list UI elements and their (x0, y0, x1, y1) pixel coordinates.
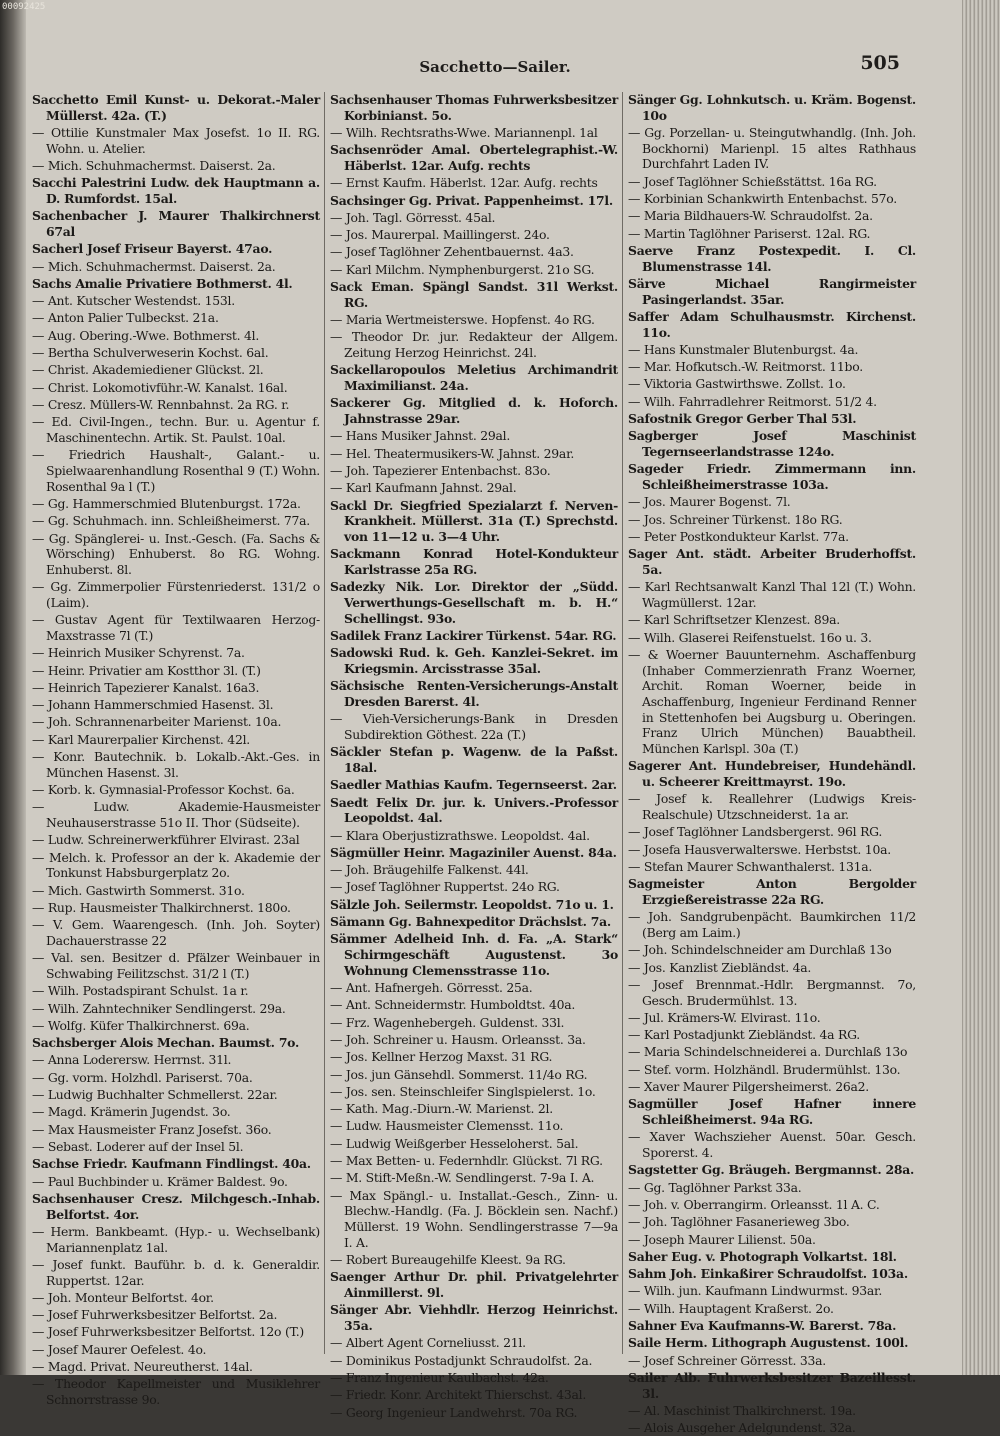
directory-entry: — Karl Rechtsanwalt Kanzl Thal 12l (T.) Wohn. Wagmüllerst. 12ar. (628, 579, 916, 610)
directory-entry: Sachsenhauser Cresz. Milchgesch.-Inhab. Belfortst. 4or. (32, 1190, 320, 1222)
page-edges (962, 0, 1000, 1375)
directory-entry: — Gg. Spänglerei- u. Inst.-Gesch. (Fa. Sachs & Wörsching) Enhuberst. 8o RG. Wohng. Enhuberst. 8l. (32, 530, 320, 577)
directory-entry: — Joseph Maurer Lilienst. 50a. (628, 1231, 816, 1247)
directory-entry: — Josef funkt. Bauführ. b. d. k. Generaldir. Ruppertst. 12ar. (32, 1256, 320, 1288)
directory-entry: Saher Eug. v. Photograph Volkartst. 18l. (628, 1248, 897, 1264)
scan-id-stamp: 00092425 (2, 2, 46, 12)
directory-entry: — Ludwig Buchhalter Schmellerst. 22ar. (32, 1087, 278, 1103)
directory-entry: — Bertha Schulverweserin Kochst. 6al. (32, 345, 269, 361)
directory-entry: — Joh. Monteur Belfortst. 4or. (32, 1289, 214, 1305)
directory-entry: — Ludw. Akademie-Hausmeister Neuhauserstrasse 51o II. Thor (Südseite). (32, 799, 320, 831)
directory-entry: — Josef Taglöhner Zehentbauernst. 4a3. (330, 244, 574, 260)
directory-entry: — Vieh-Versicherungs-Bank in Dresden Subdirektion Göthest. 22a (T.) (330, 711, 618, 742)
running-head: Sacchetto—Sailer. (419, 58, 571, 76)
directory-entry: — Karl Schriftsetzer Klenzest. 89a. (628, 612, 841, 628)
directory-entry: — Josef Fuhrwerksbesitzer Belfortst. 2a. (32, 1307, 278, 1323)
directory-entry: — Gg. vorm. Holzhdl. Pariserst. 70a. (32, 1069, 253, 1085)
directory-entry: Sagmüller Josef Hafner innere Schleißheimerst. 94a RG. (628, 1096, 916, 1128)
directory-entry: — Hel. Theatermusikers-W. Jahnst. 29ar. (330, 445, 575, 461)
directory-entry: — Friedr. Konr. Architekt Thierschst. 43al. (330, 1387, 587, 1403)
directory-entry: — Wilh. Zahntechniker Sendlingerst. 29a. (32, 1000, 286, 1016)
directory-entry: — Robert Bureaugehilfe Kleest. 9a RG. (330, 1252, 566, 1268)
directory-entry: — Sebast. Loderer auf der Insel 5l. (32, 1138, 244, 1154)
directory-entry: — Melch. k. Professor an der k. Akademie der Tonkunst Habsburgerplatz 2o. (32, 849, 320, 881)
directory-entry: — Mich. Gastwirth Sommerst. 31o. (32, 882, 245, 898)
directory-entry: — Gg. Schuhmach. inn. Schleißheimerst. 77a. (32, 513, 310, 529)
directory-entry: Sagberger Josef Maschinist Tegernseerlandstrasse 124o. (628, 428, 916, 460)
directory-entry: — Ludwig Weißgerber Hesseloherst. 5al. (330, 1135, 579, 1151)
directory-entry: Sänger Gg. Lohnkutsch. u. Kräm. Bogenst. 10o (628, 92, 916, 123)
directory-entry: — Anton Palier Tulbeckst. 21a. (32, 310, 219, 326)
directory-entry: — M. Stift-Meßn.-W. Sendlingerst. 7-9a I. A. (330, 1170, 595, 1186)
directory-entry: Sackl Dr. Siegfried Spezialarzt f. Nerven-Krankheit. Müllerst. 31a (T.) Sprechstd. von 11—12 u. 3—4 Uhr. (330, 497, 618, 544)
directory-entry: Sachenbacher J. Maurer Thalkirchnerst 67al (32, 208, 320, 239)
directory-entry: — Josefa Hausverwalterswe. Herbstst. 10a. (628, 841, 891, 857)
book-gutter-shadow (0, 0, 26, 1375)
directory-entry: — Wilh. Fahrradlehrer Reitmorst. 51/2 4. (628, 393, 877, 409)
directory-entry: Sänger Abr. Viehhdlr. Herzog Heinrichst. 35a. (330, 1302, 618, 1334)
directory-entry: Sacherl Josef Friseur Bayerst. 47ao. (32, 241, 273, 257)
directory-entry: — Josef k. Reallehrer (Ludwigs Kreis-Realschule) Utzschneiderst. 1a ar. (628, 791, 916, 823)
directory-entry: — Karl Maurerpalier Kirchenst. 42l. (32, 731, 250, 747)
column-2 (330, 92, 618, 1420)
directory-entry: — Karl Milchm. Nymphenburgerst. 21o SG. (330, 261, 595, 277)
directory-entry: Sacchetto Emil Kunst- u. Dekorat.-Maler Müllerst. 42a. (T.) (32, 92, 320, 123)
directory-entry: — Georg Ingenieur Landwehrst. 70a RG. (330, 1404, 578, 1420)
directory-entry: Sachsinger Gg. Privat. Pappenheimst. 17l. (330, 192, 613, 208)
directory-entry: — Joh. Schreiner u. Hausm. Orleansst. 3a. (330, 1031, 586, 1047)
directory-entry: — Wilh. Hauptagent Kraßerst. 2o. (628, 1300, 834, 1316)
directory-entry: — Gg. Taglöhner Parkst 33a. (628, 1179, 802, 1195)
directory-entry: — Paul Buchbinder u. Krämer Baldest. 9o. (32, 1173, 288, 1189)
directory-entry: Sahm Joh. Einkaßirer Schraudolfst. 103a. (628, 1266, 908, 1282)
directory-entry: Sahner Eva Kaufmanns-W. Barerst. 78a. (628, 1318, 897, 1334)
directory-entry: Sackmann Konrad Hotel-Kondukteur Karlstrasse 25a RG. (330, 546, 618, 577)
directory-entry: — Aug. Obering.-Wwe. Bothmerst. 4l. (32, 327, 260, 343)
directory-entry: — Joh. Bräugehilfe Falkenst. 44l. (330, 862, 529, 878)
directory-entry: — Kath. Mag.-Diurn.-W. Marienst. 2l. (330, 1101, 553, 1117)
directory-entry: — Jos. jun Gänsehdl. Sommerst. 11/4o RG. (330, 1066, 588, 1082)
directory-entry: Sachsenhauser Thomas Fuhrwerksbesitzer Korbinianst. 5o. (330, 92, 618, 123)
directory-entry: — Ed. Civil-Ingen., techn. Bur. u. Agentur f. Maschinentechn. Artik. St. Paulst. 10al. (32, 414, 320, 445)
directory-entry: — Josef Maurer Oefelest. 4o. (32, 1341, 207, 1357)
directory-entry: Sachsenröder Amal. Obertelegraphist.-W. Häberlst. 12ar. Aufg. rechts (330, 142, 618, 173)
directory-entry: — Gustav Agent für Textilwaaren Herzog-Maxstrasse 7l (T.) (32, 612, 320, 643)
directory-entry: — Ottilie Kunstmaler Max Josefst. 1o II. RG. Wohn. u. Atelier. (32, 125, 320, 156)
directory-entry: Sälzle Joh. Seilermstr. Leopoldst. 71o u. 1. (330, 896, 614, 912)
directory-entry: — Viktoria Gastwirthswe. Zollst. 1o. (628, 376, 846, 392)
directory-entry: — Heinrich Musiker Schyrenst. 7a. (32, 645, 245, 661)
directory-entry: — Klara Oberjustizrathswe. Leopoldst. 4al. (330, 827, 590, 843)
directory-entry: Saedler Mathias Kaufm. Tegernseerst. 2ar. (330, 777, 617, 793)
directory-entry: Särve Michael Rangirmeister Pasingerlandst. 35ar. (628, 275, 916, 307)
directory-entry: — Jos. Kanzlist Ziebländst. 4a. (628, 959, 812, 975)
directory-entry: — Dominikus Postadjunkt Schraudolfst. 2a. (330, 1352, 593, 1368)
directory-entry: — Franz Ingenieur Kaulbachst. 42a. (330, 1369, 549, 1385)
column-3 (628, 92, 916, 1436)
directory-entry: — Christ. Lokomotivführ.-W. Kanalst. 16al. (32, 379, 288, 395)
directory-entry: — Joh. Tapezierer Entenbachst. 83o. (330, 462, 551, 478)
directory-entry: Sämmer Adelheid Inh. d. Fa. „A. Stark“ Schirmgeschäft Augustenst. 3o Wohnung Clemensstrasse 11o. (330, 931, 618, 978)
directory-entry: — Karl Kaufmann Jahnst. 29al. (330, 480, 517, 496)
directory-entry: Sachs Amalie Privatiere Bothmerst. 4l. (32, 275, 293, 291)
directory-entry: — Josef Taglöhner Schießstättst. 16a RG. (628, 173, 877, 189)
directory-entry: — Stef. vorm. Holzhändl. Brudermühlst. 13o. (628, 1061, 901, 1077)
directory-entry: — Hans Kunstmaler Blutenburgst. 4a. (628, 341, 859, 357)
directory-entry: Sächsische Renten-Versicherungs-Anstalt Dresden Barerst. 4l. (330, 678, 618, 709)
directory-entry: — Jul. Krämers-W. Elvirast. 11o. (628, 1009, 821, 1025)
directory-entry: Sackerer Gg. Mitglied d. k. Hoforch. Jahnstrasse 29ar. (330, 395, 618, 427)
directory-entry: — Heinr. Privatier am Kostthor 3l. (T.) (32, 662, 261, 678)
directory-entry: — Theodor Dr. jur. Redakteur der Allgem. Zeitung Herzog Heinrichst. 24l. (330, 329, 618, 361)
directory-entry: — Ludw. Schreinerwerkführer Elvirast. 23al (32, 832, 300, 848)
directory-entry: — Jos. sen. Steinschleifer Singlspielerst. 1o. (330, 1083, 596, 1099)
directory-entry: — Wilh. Postadspirant Schulst. 1a r. (32, 983, 249, 999)
directory-entry: — Maria Schindelschneiderei a. Durchlaß 13o (628, 1044, 908, 1060)
directory-entry: — Gg. Hammerschmied Blutenburgst. 172a. (32, 495, 301, 511)
directory-entry: — Ant. Kutscher Westendst. 153l. (32, 293, 235, 309)
directory-entry: Sachsberger Alois Mechan. Baumst. 7o. (32, 1035, 300, 1051)
directory-entry: — Cresz. Müllers-W. Rennbahnst. 2a RG. r. (32, 396, 290, 412)
directory-entry: — Wilh. jun. Kaufmann Lindwurmst. 93ar. (628, 1283, 883, 1299)
directory-entry: — Maria Wertmeisterswe. Hopfenst. 4o RG. (330, 312, 595, 328)
directory-entry: Sagerer Ant. Hundebreiser, Hundehändl. u. Scheerer Kreittmayrst. 19o. (628, 758, 916, 790)
directory-entry: — Xaver Wachszieher Auenst. 50ar. Gesch. Sporerst. 4. (628, 1129, 916, 1161)
directory-entry: — Martin Taglöhner Pariserst. 12al. RG. (628, 225, 871, 241)
directory-entry: Sagstetter Gg. Bräugeh. Bergmannst. 28a. (628, 1162, 915, 1178)
directory-entry: Sack Eman. Spängl Sandst. 31l Werkst. RG. (330, 279, 618, 310)
directory-entry: — Mich. Schuhmachermst. Daiserst. 2a. (32, 258, 276, 274)
directory-entry: — Josef Taglöhner Landsbergerst. 96l RG. (628, 824, 883, 840)
directory-entry: — Ernst Kaufm. Häberlst. 12ar. Aufg. rechts (330, 175, 598, 191)
directory-entry: Saenger Arthur Dr. phil. Privatgelehrter Ainmillerst. 9l. (330, 1269, 618, 1301)
directory-entry: — Gg. Zimmerpolier Fürstenriederst. 131/2 o (Laim). (32, 579, 320, 610)
directory-entry: — Rup. Hausmeister Thalkirchnerst. 180o. (32, 899, 291, 915)
directory-entry: Saile Herm. Lithograph Augustenst. 100l. (628, 1335, 909, 1351)
directory-entry: — V. Gem. Waarengesch. (Inh. Joh. Soyter) Dachauerstrasse 22 (32, 917, 320, 948)
directory-entry: Sager Ant. städt. Arbeiter Bruderhoffst. 5a. (628, 546, 916, 577)
directory-entry: — Stefan Maurer Schwanthalerst. 131a. (628, 858, 873, 874)
directory-entry: — Korbinian Schankwirth Entenbachst. 57o. (628, 191, 897, 206)
directory-entry: — Joh. Schrannenarbeiter Marienst. 10a. (32, 714, 282, 730)
directory-entry: — Mar. Hofkutsch.-W. Reitmorst. 11bo. (628, 359, 863, 375)
directory-entry: — Jos. Maurerpal. Maillingerst. 24o. (330, 227, 550, 243)
directory-entry: — Johann Hammerschmied Hasenst. 3l. (32, 697, 274, 713)
directory-entry: — Joh. Schindelschneider am Durchlaß 13o (628, 942, 892, 958)
directory-entry: — Joh. Sandgrubenpächt. Baumkirchen 11/2 (Berg am Laim.) (628, 909, 916, 940)
directory-entry: — Konr. Bautechnik. b. Lokalb.-Akt.-Ges. in München Hasenst. 3l. (32, 749, 320, 780)
directory-entry: — Frz. Wagenhebergeh. Guldenst. 33l. (330, 1014, 565, 1030)
column-1 (32, 92, 320, 1407)
directory-entry: — Ludw. Hausmeister Clemensst. 11o. (330, 1118, 564, 1134)
directory-entry: — Korb. k. Gymnasial-Professor Kochst. 6a. (32, 782, 295, 798)
directory-entry: — Joh. v. Oberrangirm. Orleansst. 1l A. C. (628, 1196, 880, 1212)
directory-entry: — Peter Postkondukteur Karlst. 77a. (628, 528, 849, 544)
directory-entry: — Wolfg. Küfer Thalkirchnerst. 69a. (32, 1017, 250, 1033)
directory-entry: — Heinrich Tapezierer Kanalst. 16a3. (32, 679, 260, 695)
directory-entry: Sackellaropoulos Meletius Archimandrit Maximilianst. 24a. (330, 362, 618, 394)
directory-entry: Säckler Stefan p. Wagenw. de la Paßst. 18al. (330, 744, 618, 775)
directory-entry: — Joh. Tagl. Görresst. 45al. (330, 209, 496, 225)
directory-entry: — Mich. Schuhmachermst. Daiserst. 2a. (32, 158, 276, 173)
directory-entry: — Max Spängl.- u. Installat.-Gesch., Zinn- u. Blechw.-Handlg. (Fa. J. Böcklein sen. Nachf.) Müllerst. 19 Wohn. Sendlingerstrasse 7—9a I. A. (330, 1187, 618, 1250)
directory-entry: — Jos. Schreiner Türkenst. 18o RG. (628, 511, 843, 527)
directory-entry: — Al. Maschinist Thalkirchnerst. 19a. (628, 1402, 856, 1418)
directory-entry: Safostnik Gregor Gerber Thal 53l. (628, 411, 857, 427)
directory-entry: Sacchi Palestrini Ludw. dek Hauptmann a. D. Rumfordst. 15al. (32, 175, 320, 206)
directory-entry: — Maria Bildhauers-W. Schraudolfst. 2a. (628, 208, 873, 224)
directory-entry: — Xaver Maurer Pilgersheimerst. 26a2. (628, 1079, 869, 1095)
directory-entry: Sadilek Franz Lackirer Türkenst. 54ar. RG. (330, 627, 617, 643)
directory-entry: Sagmeister Anton Bergolder Erzgießereistrasse 22a RG. (628, 876, 916, 907)
directory-entry: — Magd. Privat. Neureutherst. 14al. (32, 1358, 253, 1374)
directory-entry: — Wilh. Rechtsraths-Wwe. Mariannenpl. 1al (330, 125, 598, 140)
directory-entry: — Christ. Akademiediener Glückst. 2l. (32, 362, 264, 378)
directory-entry: Sämann Gg. Bahnexpeditor Drächslst. 7a. (330, 914, 611, 930)
directory-entry: — Jos. Kellner Herzog Maxst. 31 RG. (330, 1049, 553, 1065)
directory-entry: — Wilh. Glaserei Reifenstuelst. 16o u. 3. (628, 629, 872, 645)
directory-entry: — Val. sen. Besitzer d. Pfälzer Weinbauer in Schwabing Feilitzschst. 31/2 l (T.) (32, 950, 320, 981)
directory-entry: Saffer Adam Schulhausmstr. Kirchenst. 11o. (628, 308, 916, 340)
directory-entry: — Josef Schreiner Görresst. 33a. (628, 1352, 826, 1368)
directory-entry: Saerve Franz Postexpedit. I. Cl. Blumenstrasse 14l. (628, 242, 916, 274)
directory-entry: — Max Hausmeister Franz Josefst. 36o. (32, 1121, 272, 1137)
directory-entry: — Theodor Kapellmeister und Musiklehrer Schnorrstrasse 9o. (32, 1376, 320, 1407)
directory-entry: — Josef Taglöhner Ruppertst. 24o RG. (330, 879, 560, 895)
directory-entry: — Herm. Bankbeamt. (Hyp.- u. Wechselbank) Mariannenplatz 1al. (32, 1223, 320, 1255)
directory-entry: — Friedrich Haushalt-, Galant.- u. Spielwaarenhandlung Rosenthal 9 (T.) Wohn. Rosenthal 9a l (T.) (32, 447, 320, 494)
directory-entry: — Albert Agent Corneliusst. 21l. (330, 1335, 526, 1351)
directory-entry: Saedt Felix Dr. jur. k. Univers.-Professor Leopoldst. 4al. (330, 794, 618, 826)
directory-entry: — Jos. Maurer Bogenst. 7l. (628, 494, 791, 510)
directory-entry: — Josef Fuhrwerksbesitzer Belfortst. 12o (T.) (32, 1324, 304, 1340)
directory-entry: Sadowski Rud. k. Geh. Kanzlei-Sekret. im Kriegsmin. Arcisstrasse 35al. (330, 645, 618, 676)
directory-entry: Sachse Friedr. Kaufmann Findlingst. 40a. (32, 1156, 311, 1172)
directory-entry: Sageder Friedr. Zimmermann inn. Schleißheimerstrasse 103a. (628, 461, 916, 493)
directory-entry: — Anna Loderersw. Herrnst. 31l. (32, 1052, 232, 1068)
directory-entry: — Josef Brennmat.-Hdlr. Bergmannst. 7o, Gesch. Brudermühlst. 13. (628, 976, 916, 1008)
directory-entry: — Magd. Krämerin Jugendst. 3o. (32, 1104, 231, 1120)
directory-entry: — & Woerner Bauunternehm. Aschaffenburg (Inhaber Commerzienrath Franz Woerner, Archit. Roman Woerner, beide in Aschaffenburg, Ingenieur Ferdinand Renner in Stettenhofen bei Augsburg u. Oberingen. Franz Ulrich München) Bauabtheil. München Karlspl. 30a (T.) (628, 646, 916, 757)
directory-entry: — Alois Ausgeher Adelgundenst. 32a. (628, 1420, 856, 1436)
directory-entry: Sadezky Nik. Lor. Direktor der „Südd. Verwerthungs-Gesellschaft m. b. H.“ Schellingst. 93o. (330, 579, 618, 626)
directory-entry: — Ant. Schneidermstr. Humboldtst. 40a. (330, 997, 576, 1013)
page-header (30, 52, 960, 82)
directory-entry: — Gg. Porzellan- u. Steingutwhandlg. (Inh. Joh. Bockhorni) Marienpl. 15 altes Rathhaus Durchfahrt Laden IV. (628, 125, 916, 172)
page-number: 505 (860, 52, 900, 74)
directory-columns (32, 92, 916, 1436)
directory-entry: Sailer Alb. Fuhrwerksbesitzer Bazeillesst. 3l. (628, 1369, 916, 1401)
directory-entry: — Karl Postadjunkt Ziebländst. 4a RG. (628, 1027, 860, 1043)
directory-entry: — Ant. Hafnergeh. Görresst. 25a. (330, 980, 533, 996)
directory-entry: — Max Betten- u. Federnhdlr. Glückst. 7l RG. (330, 1153, 603, 1169)
directory-entry: — Hans Musiker Jahnst. 29al. (330, 428, 511, 444)
directory-entry: — Joh. Taglöhner Fasanerieweg 3bo. (628, 1214, 850, 1230)
directory-entry: Sägmüller Heinr. Magaziniler Auenst. 84a. (330, 844, 617, 860)
